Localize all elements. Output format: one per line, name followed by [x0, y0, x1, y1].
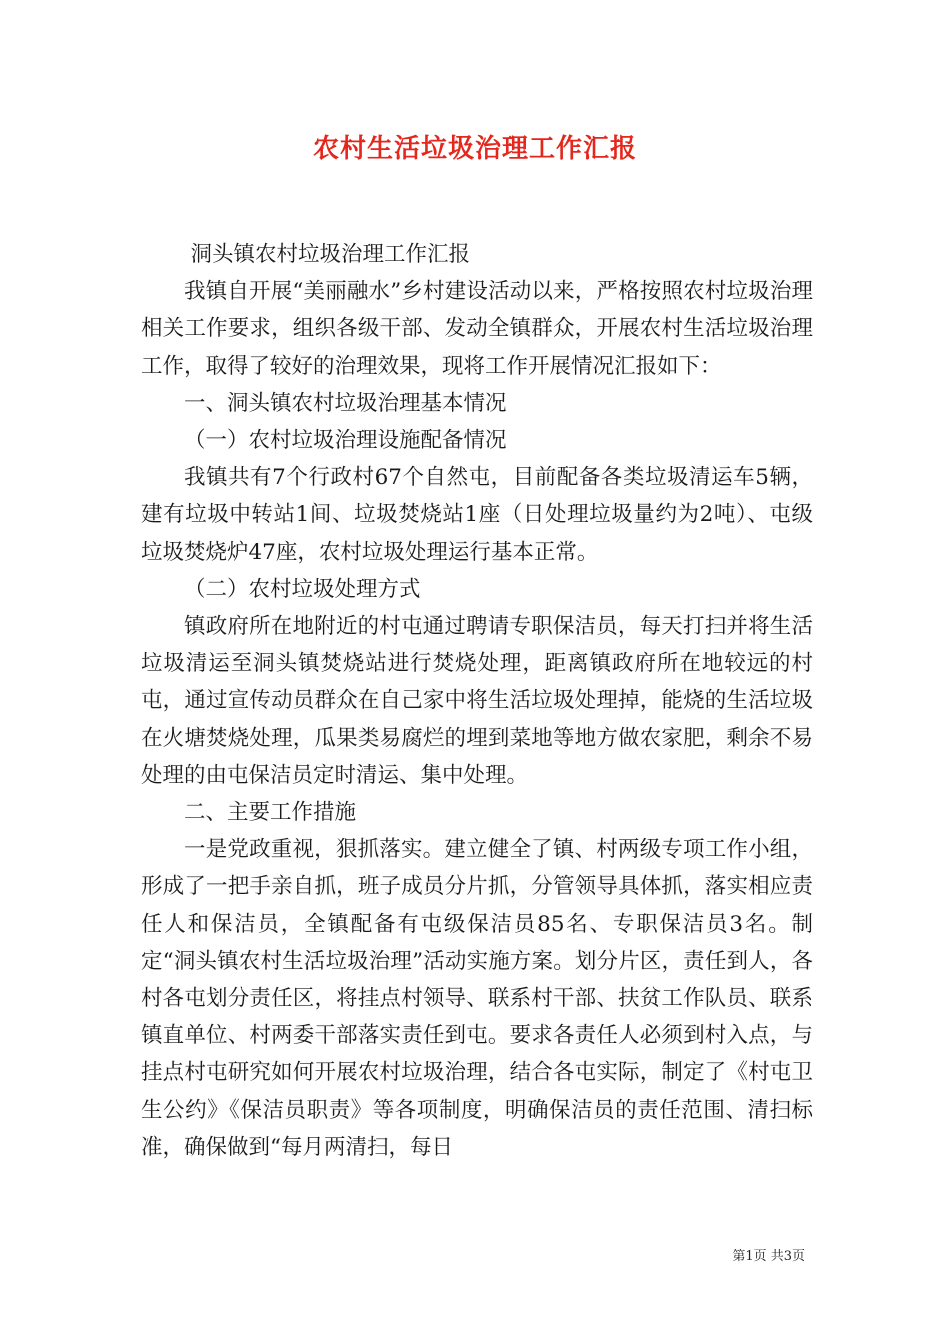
facilities-paragraph: 我镇共有7个行政村67个自然屯，目前配备各类垃圾清运车5辆，建有垃圾中转站1间、垃圾焚烧站1座（日处理垃圾量约为2吨）、屯级垃圾焚烧炉47座，农村垃圾处理运行基本正常。: [141, 465, 813, 565]
page-number-footer: 第1页 共3页: [732, 1249, 805, 1264]
document-title: 农村生活垃圾治理工作汇报: [312, 134, 637, 164]
document-body: [141, 236, 813, 1166]
section-heading-2: 二、主要工作措施: [184, 800, 357, 826]
section-heading-1: 一、洞头镇农村垃圾治理基本情况: [184, 390, 507, 416]
subsection-heading-1-2: （二）农村垃圾处理方式: [184, 576, 421, 602]
measures-paragraph: 一是党政重视，狠抓落实。建立健全了镇、村两级专项工作小组，形成了一把手亲自抓，班子成员分片抓，分管领导具体抓，落实相应责任人和保洁员，全镇配备有屯级保洁员85名、专职保洁员3名。制定“洞头镇农村生活垃圾治理”活动实施方案。划分片区，责任到人，各村各屯划分责任区，将挂点村领导、联系村干部、扶贫工作队员、联系镇直单位、村两委干部落实责任到屯。要求各责任人必须到村入点，与挂点村屯研究如何开展农村垃圾治理，结合各屯实际，制定了《村屯卫生公约》《保洁员职责》等各项制度，明确保洁员的责任范围、清扫标准，确保做到“每月两清扫，每日: [141, 837, 813, 1160]
document-subtitle: 洞头镇农村垃圾治理工作汇报: [190, 242, 470, 267]
disposal-method-paragraph: 镇政府所在地附近的村屯通过聘请专职保洁员，每天打扫并将生活垃圾清运至洞头镇焚烧站进行焚烧处理，距离镇政府所在地较远的村屯，通过宣传动员群众在自己家中将生活垃圾处理掉，能烧的生活垃圾在火塘焚烧处理，瓜果类易腐烂的埋到菜地等地方做农家肥，剩余不易处理的由屯保洁员定时清运、集中处理。: [141, 614, 813, 788]
intro-paragraph: 我镇自开展“美丽融水”乡村建设活动以来，严格按照农村垃圾治理相关工作要求，组织各级干部、发动全镇群众，开展农村生活垃圾治理工作，取得了较好的治理效果，现将工作开展情况汇报如下：: [141, 279, 813, 379]
subsection-heading-1-1: （一）农村垃圾治理设施配备情况: [184, 428, 507, 454]
